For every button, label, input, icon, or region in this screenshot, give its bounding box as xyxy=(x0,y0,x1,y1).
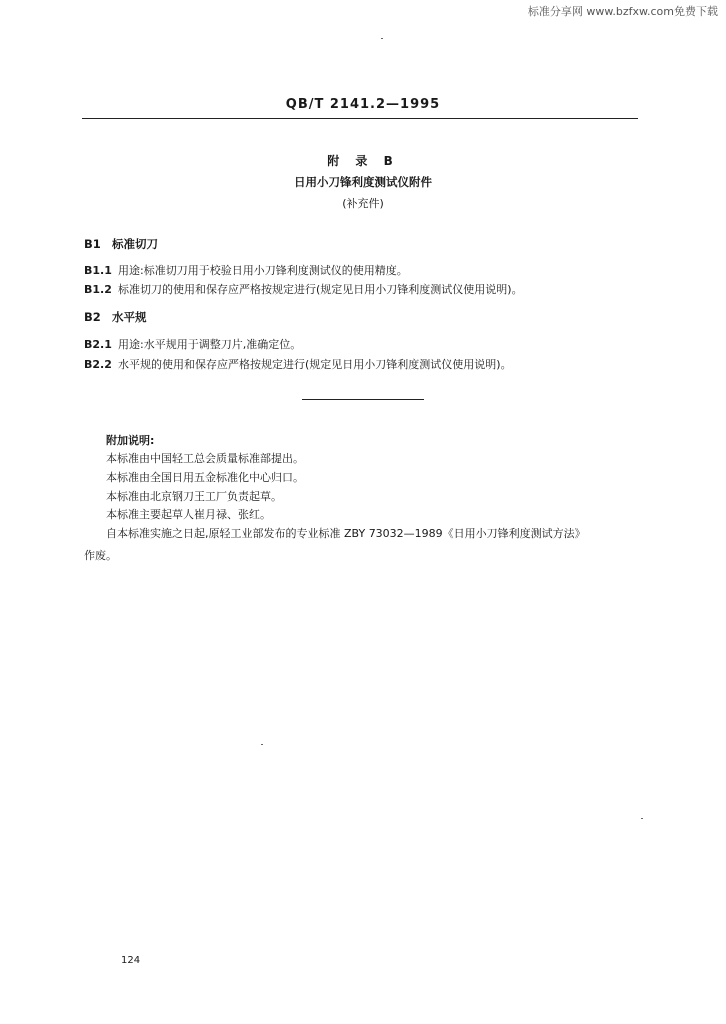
section-title: 水平规 xyxy=(112,310,147,324)
additional-line: 本标准由全国日用五金标准化中心归口。 xyxy=(106,471,304,484)
clause-b1-1 xyxy=(84,262,408,278)
section-heading-b1 xyxy=(84,236,158,252)
clause-number: B1.2 xyxy=(84,283,112,296)
annex-title: 日用小刀锋利度测试仪附件 xyxy=(294,175,432,189)
clause-b1-2 xyxy=(84,281,523,297)
annex-note: (补充件) xyxy=(342,197,384,210)
annex-label: 附 录 B xyxy=(327,154,399,168)
clause-number: B2.1 xyxy=(84,338,112,351)
clause-text: 标准切刀的使用和保存应严格按规定进行(规定见日用小刀锋利度测试仪使用说明)。 xyxy=(118,283,523,296)
standard-code-header: QB/T 2141.2—1995 xyxy=(285,97,441,112)
additional-line: 本标准主要起草人崔月禄、张红。 xyxy=(106,508,271,521)
page-number: 124 xyxy=(121,955,141,966)
section-end-rule xyxy=(302,399,424,400)
section-number: B2 xyxy=(84,310,101,324)
section-number: B1 xyxy=(84,237,101,251)
clause-b2-1 xyxy=(84,336,301,352)
clause-b2-2 xyxy=(84,356,512,372)
clause-text: 用途:标准切刀用于校验日用小刀锋利度测试仪的使用精度。 xyxy=(118,264,408,277)
clause-number: B2.2 xyxy=(84,358,112,371)
section-heading-b2 xyxy=(84,309,147,325)
additional-line: 本标准由中国轻工总会质量标准部提出。 xyxy=(106,452,304,465)
scan-speck xyxy=(381,38,383,39)
scan-speck xyxy=(641,818,643,819)
clause-text: 水平规的使用和保存应严格按规定进行(规定见日用小刀锋利度测试仪使用说明)。 xyxy=(118,358,512,371)
section-title: 标准切刀 xyxy=(112,237,158,251)
additional-heading: 附加说明: xyxy=(106,434,155,447)
header-rule xyxy=(82,118,638,119)
additional-line: 本标准由北京钢刀王工厂负责起草。 xyxy=(106,490,282,503)
clause-text: 用途:水平规用于调整刀片,准确定位。 xyxy=(118,338,302,351)
additional-line: 自本标准实施之日起,原轻工业部发布的专业标准 ZBY 73032—1989《日用小刀锋利度测试方法》 xyxy=(106,527,586,540)
clause-number: B1.1 xyxy=(84,264,112,277)
additional-continuation: 作废。 xyxy=(84,549,117,562)
scan-speck xyxy=(261,744,263,745)
watermark-text: 标准分享网 www.bzfxw.com免费下载 xyxy=(527,5,718,18)
